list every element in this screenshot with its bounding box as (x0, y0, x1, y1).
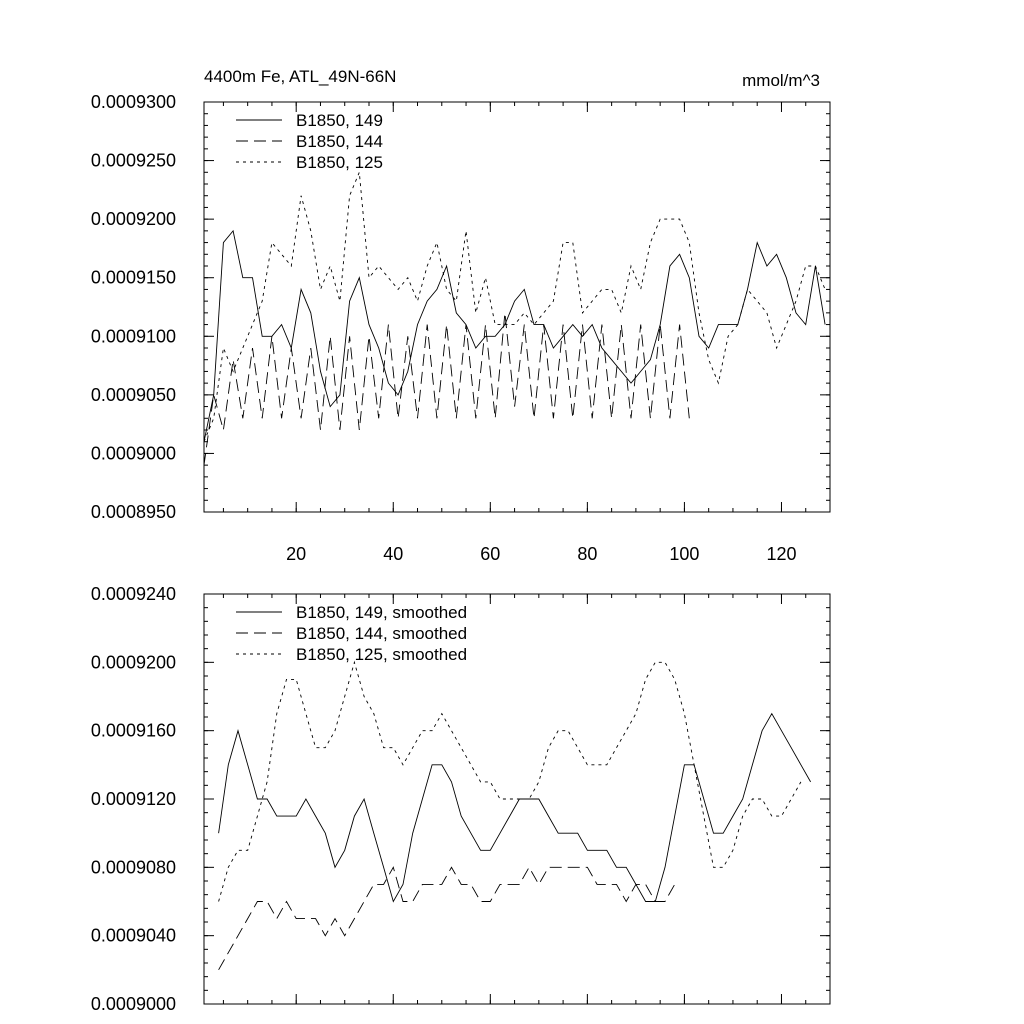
top-y-tick-label: 0.0009050 (90, 384, 176, 405)
bottom-panel (91, 584, 830, 1014)
bottom-y-tick-label: 0.0009120 (90, 789, 176, 809)
top-series-line-1 (204, 231, 825, 442)
top-legend-label-1: B1850, 149 (296, 111, 383, 130)
bottom-series-line-2 (219, 867, 675, 970)
bottom-y-tick-label: 0.0009160 (90, 720, 176, 741)
top-y-tick-label: 0.0009100 (90, 326, 176, 347)
top-series-line-3 (204, 172, 825, 441)
top-panel-units: mmol/m^3 (742, 71, 820, 90)
top-x-tick-label: 100 (669, 544, 700, 564)
top-x-tick-label: 40 (383, 544, 404, 564)
top-panel-title: 4400m Fe, ATL_49N-66N (204, 67, 397, 86)
bottom-y-tick-label: 0.0009240 (90, 584, 176, 604)
top-legend-label-3: B1850, 125 (296, 153, 383, 172)
top-x-tick-label: 60 (480, 544, 501, 564)
bottom-series-line-3 (219, 662, 801, 901)
top-y-tick-label: 0.0009300 (90, 92, 176, 112)
top-legend-label-2: B1850, 144 (296, 132, 383, 151)
bottom-legend-label-3: B1850, 125, smoothed (296, 645, 468, 664)
top-y-tick-label: 0.0008950 (90, 502, 176, 522)
top-y-tick-label: 0.0009000 (90, 443, 176, 464)
top-x-tick-label: 20 (286, 544, 307, 564)
top-panel (91, 67, 830, 564)
top-x-tick-label: 80 (577, 544, 598, 564)
bottom-y-tick-label: 0.0009080 (90, 857, 176, 878)
bottom-series-line-1 (219, 714, 811, 902)
bottom-y-tick-label: 0.0009000 (90, 994, 176, 1014)
top-y-tick-label: 0.0009200 (90, 209, 176, 230)
bottom-legend-label-1: B1850, 149, smoothed (296, 603, 468, 622)
top-x-tick-label: 120 (766, 544, 797, 564)
top-y-tick-label: 0.0009250 (90, 150, 176, 171)
top-y-tick-label: 0.0009150 (90, 267, 176, 288)
bottom-legend-label-2: B1850, 144, smoothed (296, 624, 468, 643)
bottom-y-tick-label: 0.0009200 (90, 652, 176, 673)
bottom-y-tick-label: 0.0009040 (90, 925, 176, 946)
top-series-line-2 (204, 313, 689, 465)
